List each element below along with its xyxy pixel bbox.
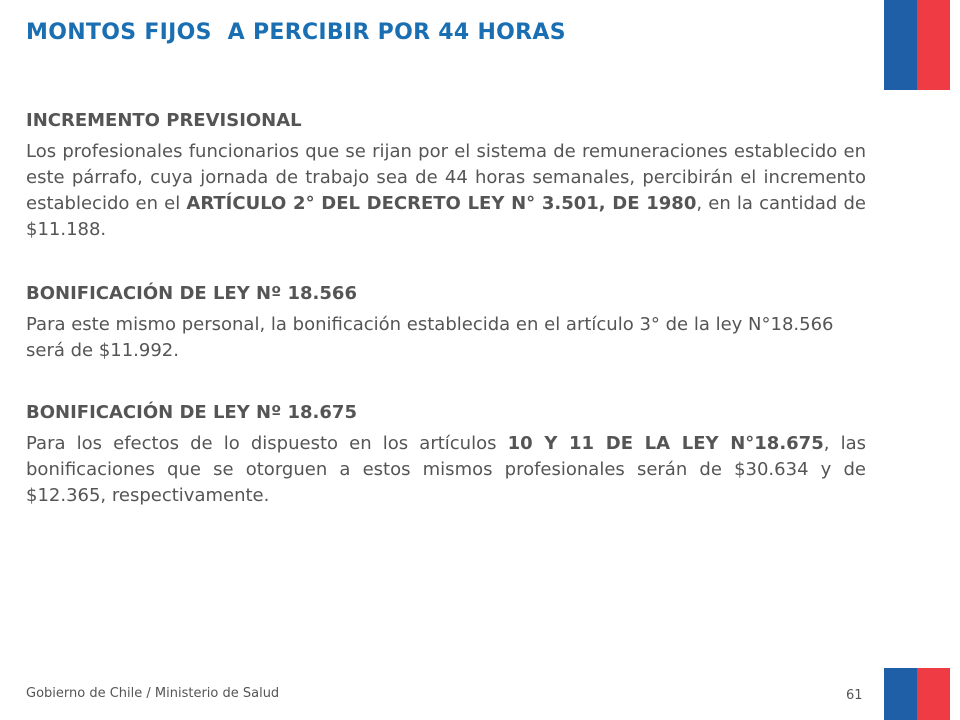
section-paragraph	[26, 139, 866, 243]
flag-blue-stripe	[884, 0, 917, 90]
section-incremento-previsional	[26, 110, 866, 243]
section-heading: INCREMENTO PREVISIONAL	[26, 110, 302, 131]
paragraph-text: , en la cantidad de $11.188.	[26, 193, 867, 240]
section-bonificacion-18675	[26, 402, 866, 509]
section-bonificacion-18566	[26, 283, 866, 364]
chile-flag-logo-bottom	[884, 668, 950, 720]
page-title: MONTOS FIJOS A PERCIBIR POR 44 HORAS	[26, 20, 566, 45]
page-number: 61	[846, 688, 863, 703]
flag-red-stripe	[917, 0, 950, 90]
paragraph-text: Los profesionales funcionarios que se rijan por el sistema de remuneraciones establecido en este párrafo, cuya jornada de trabajo sea de 44 horas semanales, percibirán el incremento establecido en el	[26, 141, 866, 214]
paragraph-text: , las bonificaciones que se otorguen a estos mismos profesionales serán de $30.634 y de $12.365, respectivamente.	[26, 433, 866, 506]
chile-flag-logo-top	[884, 0, 950, 90]
paragraph-text: Para los efectos de lo dispuesto en los artículos	[26, 433, 508, 454]
paragraph-emphasis: 10 Y 11 DE LA LEY N°18.675	[507, 433, 824, 454]
flag-blue-stripe	[884, 668, 917, 720]
section-paragraph	[26, 431, 866, 509]
section-heading: BONIFICACIÓN DE LEY Nº 18.566	[26, 283, 357, 304]
slide-content	[26, 110, 866, 509]
flag-red-stripe	[917, 668, 950, 720]
section-heading: BONIFICACIÓN DE LEY Nº 18.675	[26, 402, 357, 423]
footer-text: Gobierno de Chile / Ministerio de Salud	[26, 686, 280, 701]
section-paragraph: Para este mismo personal, la bonificación establecida en el artículo 3° de la ley N°18.566 será de $11.992.	[26, 314, 834, 361]
paragraph-emphasis: ARTÍCULO 2° DEL DECRETO LEY N° 3.501, DE 1980	[186, 193, 697, 214]
